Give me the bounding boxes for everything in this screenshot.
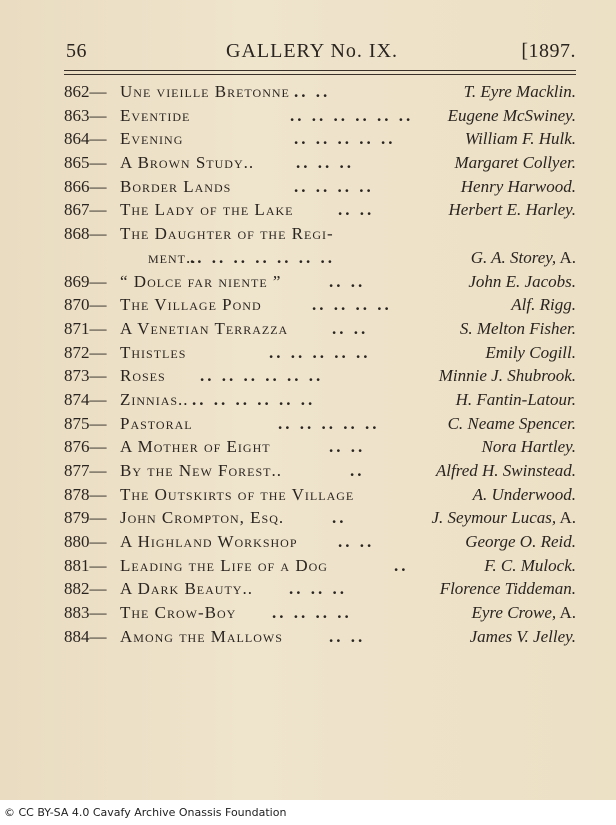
entry-artist [448, 414, 576, 434]
artist-suffix: A. [556, 508, 576, 528]
artist-name: John E. Jacobs. [468, 271, 576, 291]
artist-name: A. Underwood. [472, 484, 576, 504]
entry-title: The Daughter of the Regi- [120, 224, 334, 244]
entry-title: John Crompton, Esq. [120, 508, 285, 528]
entry-title: Among the Mallows [120, 626, 283, 646]
entry-title: The Village Pond [120, 295, 262, 315]
entry-title: ment.. [148, 247, 197, 267]
leader-dots: .. .. .. .. [294, 176, 374, 196]
catalogue-entry [64, 295, 576, 319]
entry-title: By the New Forest.. [120, 461, 282, 480]
entry-artist [436, 461, 576, 481]
artist-name: S. Melton Fisher. [459, 318, 576, 338]
artist-name: H. Fantin-Latour. [455, 389, 576, 409]
leader-dots: .. .. [329, 271, 366, 291]
catalogue-entry [64, 627, 576, 651]
artist-name: Alfred H. Swinstead. [435, 461, 576, 480]
leader-dots: .. [332, 508, 347, 528]
artist-name: J. Seymour Lucas, [431, 508, 557, 528]
artist-name: Emily Cogill. [485, 342, 576, 362]
page-title: GALLERY No. IX. [226, 40, 399, 62]
entry-artist [464, 82, 576, 102]
leader-dots: .. .. .. .. .. [278, 413, 380, 433]
entry-artist [465, 129, 576, 149]
leader-dots: .. .. .. .. .. [294, 129, 396, 149]
artist-name: Eugene McSwiney. [447, 105, 576, 125]
leader-dots: .. .. [338, 532, 375, 552]
catalogue-entry [64, 153, 576, 177]
catalogue-entry [64, 390, 576, 414]
leader-dots: .. .. [329, 437, 366, 457]
entry-artist [485, 343, 576, 363]
entry-artist [439, 366, 576, 386]
artist-name: Eyre Crowe, [471, 603, 557, 623]
entry-title: A Highland Workshop [120, 532, 298, 552]
entry-artist [473, 485, 576, 505]
entry-number: 883— [64, 603, 107, 623]
artist-name: F. C. Mulock. [484, 555, 576, 575]
artist-name: Margaret Collyer. [454, 153, 576, 173]
artist-name: James V. Jelley. [469, 626, 576, 646]
entry-number: 870— [64, 295, 107, 315]
entry-title: The Crow-Boy [120, 603, 237, 623]
catalogue-entry [64, 106, 576, 130]
entry-number: 878— [64, 484, 107, 504]
entry-number: 880— [64, 532, 107, 552]
catalogue-entry [64, 272, 576, 296]
catalogue-list [64, 82, 576, 651]
entry-number: 868— [64, 224, 107, 244]
entry-number: 865— [64, 153, 107, 173]
catalogue-entry [64, 603, 576, 627]
entry-number: 884— [64, 626, 107, 646]
entry-artist [432, 508, 577, 528]
catalogue-entry [64, 556, 576, 580]
artist-name: Nora Hartley. [481, 437, 576, 457]
header-rule-thin [64, 74, 576, 75]
entry-number: 874— [64, 389, 107, 409]
catalogue-entry [64, 579, 576, 603]
entry-title: Pastoral [120, 413, 193, 433]
page-number: 56 [66, 40, 87, 62]
catalogue-entry [64, 82, 576, 106]
entry-artist [470, 627, 576, 647]
entry-title: Eventide [120, 105, 191, 125]
entry-number: 864— [64, 129, 107, 149]
entry-artist [465, 532, 576, 552]
page-header [66, 40, 576, 70]
entry-title: Zinnias.. [120, 389, 189, 409]
entry-number: 867— [64, 200, 107, 220]
artist-name: Alf. Rigg. [511, 295, 576, 315]
catalogue-entry [64, 414, 576, 438]
entry-number: 873— [64, 366, 107, 386]
entry-number: 871— [64, 318, 107, 338]
leader-dots: .. .. [332, 318, 369, 338]
header-rule [64, 70, 576, 71]
entry-number: 863— [64, 105, 107, 125]
entry-title: Thistles [120, 342, 187, 362]
entry-title: The Lady of the Lake [120, 200, 294, 220]
artist-name: William F. Hulk. [464, 129, 576, 149]
entry-artist [468, 272, 576, 292]
leader-dots: .. .. [338, 200, 375, 220]
entry-number: 881— [64, 555, 107, 575]
catalogue-entry [64, 532, 576, 556]
leader-dots: .. .. .. [289, 579, 347, 599]
entry-artist [448, 106, 576, 126]
entry-title: Border Lands [120, 176, 232, 196]
entry-artist [471, 603, 576, 623]
leader-dots: .. [350, 461, 365, 480]
entry-artist [456, 390, 576, 410]
entry-title: A Brown Study.. [120, 153, 255, 173]
entry-number: 869— [64, 271, 107, 291]
entry-title: Evening [120, 129, 184, 149]
entry-number: 879— [64, 508, 107, 528]
artist-suffix: A. [556, 603, 576, 623]
catalogue-entry [64, 437, 576, 461]
entry-title: Roses [120, 366, 166, 386]
entry-number: 872— [64, 342, 107, 362]
entry-artist [440, 579, 576, 599]
leader-dots: .. .. [294, 82, 331, 101]
leader-dots: .. .. [329, 626, 366, 646]
artist-name: Florence Tiddeman. [439, 579, 576, 599]
catalogue-entry [64, 319, 576, 343]
entry-title: “ Dolce far niente ” [120, 271, 282, 291]
entry-number: 876— [64, 437, 107, 457]
entry-artist [511, 295, 576, 315]
leader-dots: .. .. .. .. .. [269, 342, 371, 362]
artist-name: Herbert E. Harley. [448, 200, 576, 220]
catalogue-entry [64, 461, 576, 485]
entry-artist [454, 153, 576, 173]
leader-dots: .. .. .. .. [312, 295, 392, 315]
entry-title: A Venetian Terrazza [120, 318, 289, 338]
entry-number: 882— [64, 579, 107, 599]
entry-number: 875— [64, 413, 107, 433]
catalogue-entry [64, 200, 576, 224]
entry-title: The Outskirts of the Village [120, 484, 355, 504]
entry-artist [482, 437, 576, 457]
entry-title: A Dark Beauty.. [120, 579, 253, 599]
leader-dots: .. .. .. .. .. .. [200, 366, 324, 386]
artist-name: George O. Reid. [465, 532, 576, 552]
catalogue-entry [64, 177, 576, 201]
catalogue-entry [64, 248, 576, 272]
catalogue-entry [64, 508, 576, 532]
entry-artist [484, 556, 576, 576]
entry-artist [449, 200, 576, 220]
entry-title: Leading the Life of a Dog [120, 555, 328, 575]
catalogue-entry [64, 485, 576, 509]
artist-name: C. Neame Spencer. [447, 413, 576, 433]
leader-dots: .. .. .. .. .. .. .. [190, 247, 335, 267]
artist-name: Minnie J. Shubrook. [438, 366, 576, 386]
leader-dots: .. .. .. .. .. .. [290, 105, 414, 125]
catalogue-entry [64, 129, 576, 153]
entry-artist [461, 177, 576, 197]
leader-dots: .. [394, 555, 409, 575]
leader-dots: .. .. .. [296, 153, 354, 173]
leader-dots: .. .. .. .. .. .. [192, 389, 316, 409]
entry-number: 877— [64, 461, 107, 480]
artist-name: Henry Harwood. [460, 176, 576, 196]
leader-dots: .. .. .. .. [272, 603, 352, 623]
license-footer [0, 800, 616, 825]
artist-name: G. A. Storey, [470, 247, 557, 267]
license-credit: © CC BY-SA 4.0 Cavafy Archive Onassis Foundation [4, 806, 287, 819]
entry-title: A Mother of Eight [120, 437, 271, 457]
entry-artist [471, 248, 576, 268]
catalogue-entry [64, 224, 576, 248]
entry-artist [460, 319, 576, 339]
catalogue-entry [64, 366, 576, 390]
artist-name: T. Eyre Macklin. [463, 82, 576, 101]
entry-number: 862— [64, 82, 107, 101]
page-year: [1897. [521, 40, 576, 62]
artist-suffix: A. [556, 247, 576, 267]
entry-number: 866— [64, 176, 107, 196]
entry-title: Une vieille Bretonne [120, 82, 290, 101]
catalogue-entry [64, 343, 576, 367]
